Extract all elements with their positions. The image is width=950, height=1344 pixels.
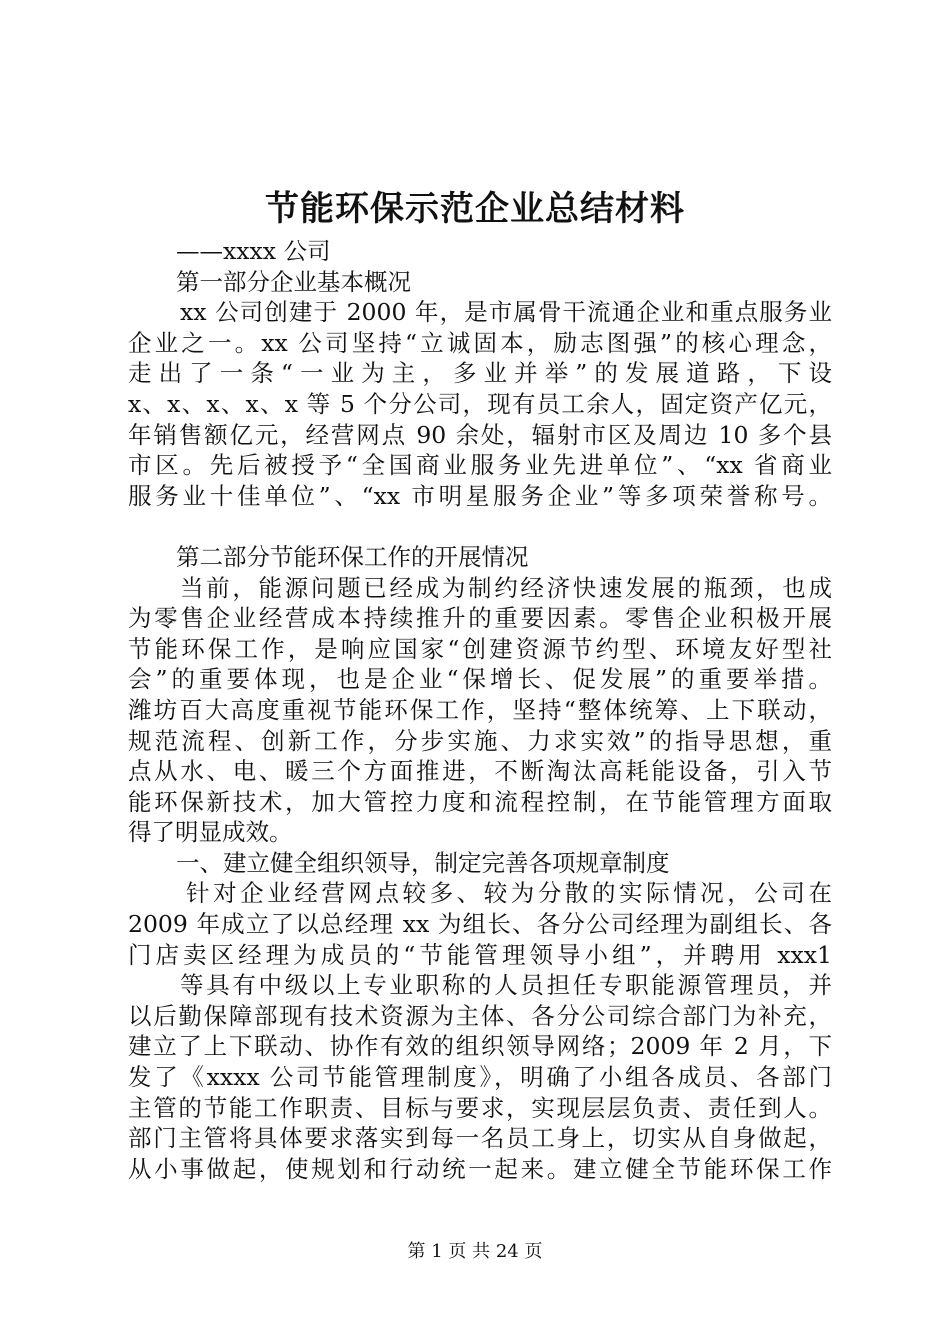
document-body: [128, 236, 832, 1184]
page-number-footer: 第 1 页 共 24 页: [407, 1241, 543, 1262]
paragraph-line: 为零售企业经营成本持续推升的重要因素。零售企业积极开展: [128, 604, 832, 633]
blank-line: [128, 511, 832, 542]
paragraph-line: xx 公司创建于 2000 年，是市属骨干流通企业和重点服务业: [180, 298, 832, 327]
section-heading-1: 第一部分企业基本概况: [176, 267, 411, 296]
paragraph-line: 服务业十佳单位”、“xx 市明星服务企业”等多项荣誉称号。: [128, 481, 832, 510]
paragraph-line: 能环保新技术，加大管控力度和流程控制，在节能管理方面取: [128, 787, 832, 816]
paragraph-line: 潍坊百大高度重视节能环保工作，坚持“整体统筹、上下联动，: [128, 695, 832, 724]
company-byline: ——xxxx 公司: [176, 237, 331, 265]
paragraph-line: 规范流程、创新工作，分步实施、力求实效”的指导思想，重: [128, 726, 832, 755]
paragraph-line: 市区。先后被授予“全国商业服务业先进单位”、“xx 省商业: [128, 451, 832, 480]
paragraph-line: 针对企业经营网点较多、较为分散的实际情况，公司在: [186, 879, 832, 908]
paragraph-line: 等具有中级以上专业职称的人员担任专职能源管理员，并: [180, 971, 832, 1000]
paragraph-line: 节能环保工作，是响应国家“创建资源节约型、环境友好型社: [128, 634, 832, 663]
subsection-heading-1: 一、建立健全组织领导，制定完善各项规章制度: [176, 848, 670, 877]
paragraph-line: 点从水、电、暖三个方面推进，不断淘汰高耗能设备，引入节: [128, 757, 832, 786]
paragraph-line: 走出了一条“一业为主，多业并举”的发展道路，下设: [128, 359, 832, 388]
paragraph-line: 门店卖区经理为成员的“节能管理领导小组”，并聘用 xxx1: [128, 940, 832, 969]
paragraph-line: 年销售额亿元，经营网点 90 余处，辐射市区及周边 10 多个县: [128, 420, 832, 449]
paragraph-line: 会”的重要体现，也是企业“保增长、促发展”的重要举措。: [128, 665, 832, 694]
paragraph-line: 主管的节能工作职责、目标与要求，实现层层负责、责任到人。: [128, 1093, 832, 1122]
paragraph-line: 当前，能源问题已经成为制约经济快速发展的瓶颈，也成: [180, 573, 832, 602]
paragraph-line: 得了明显成效。: [128, 818, 293, 847]
paragraph-line: 以后勤保障部现有技术资源为主体、各分公司综合部门为补充，: [128, 1001, 832, 1030]
paragraph-line: x、x、x、x、x 等 5 个分公司，现有员工余人，固定资产亿元，: [128, 389, 832, 418]
paragraph-line: 部门主管将具体要求落实到每一名员工身上，切实从自身做起，: [128, 1124, 832, 1153]
paragraph-line: 企业之一。xx 公司坚持“立诚固本，励志图强”的核心理念，: [128, 328, 832, 357]
document-title: 节能环保示范企业总结材料: [265, 189, 685, 229]
paragraph-line: 建立了上下联动、协作有效的组织领导网络；2009 年 2 月，下: [128, 1032, 832, 1061]
section-heading-2: 第二部分节能环保工作的开展情况: [176, 542, 529, 571]
paragraph-line: 从小事做起，使规划和行动统一起来。建立健全节能环保工作: [128, 1154, 832, 1183]
paragraph-line: 发了《xxxx 公司节能管理制度》，明确了小组各成员、各部门: [128, 1063, 832, 1092]
paragraph-line: 2009 年成立了以总经理 xx 为组长、各分公司经理为副组长、各: [128, 910, 832, 939]
